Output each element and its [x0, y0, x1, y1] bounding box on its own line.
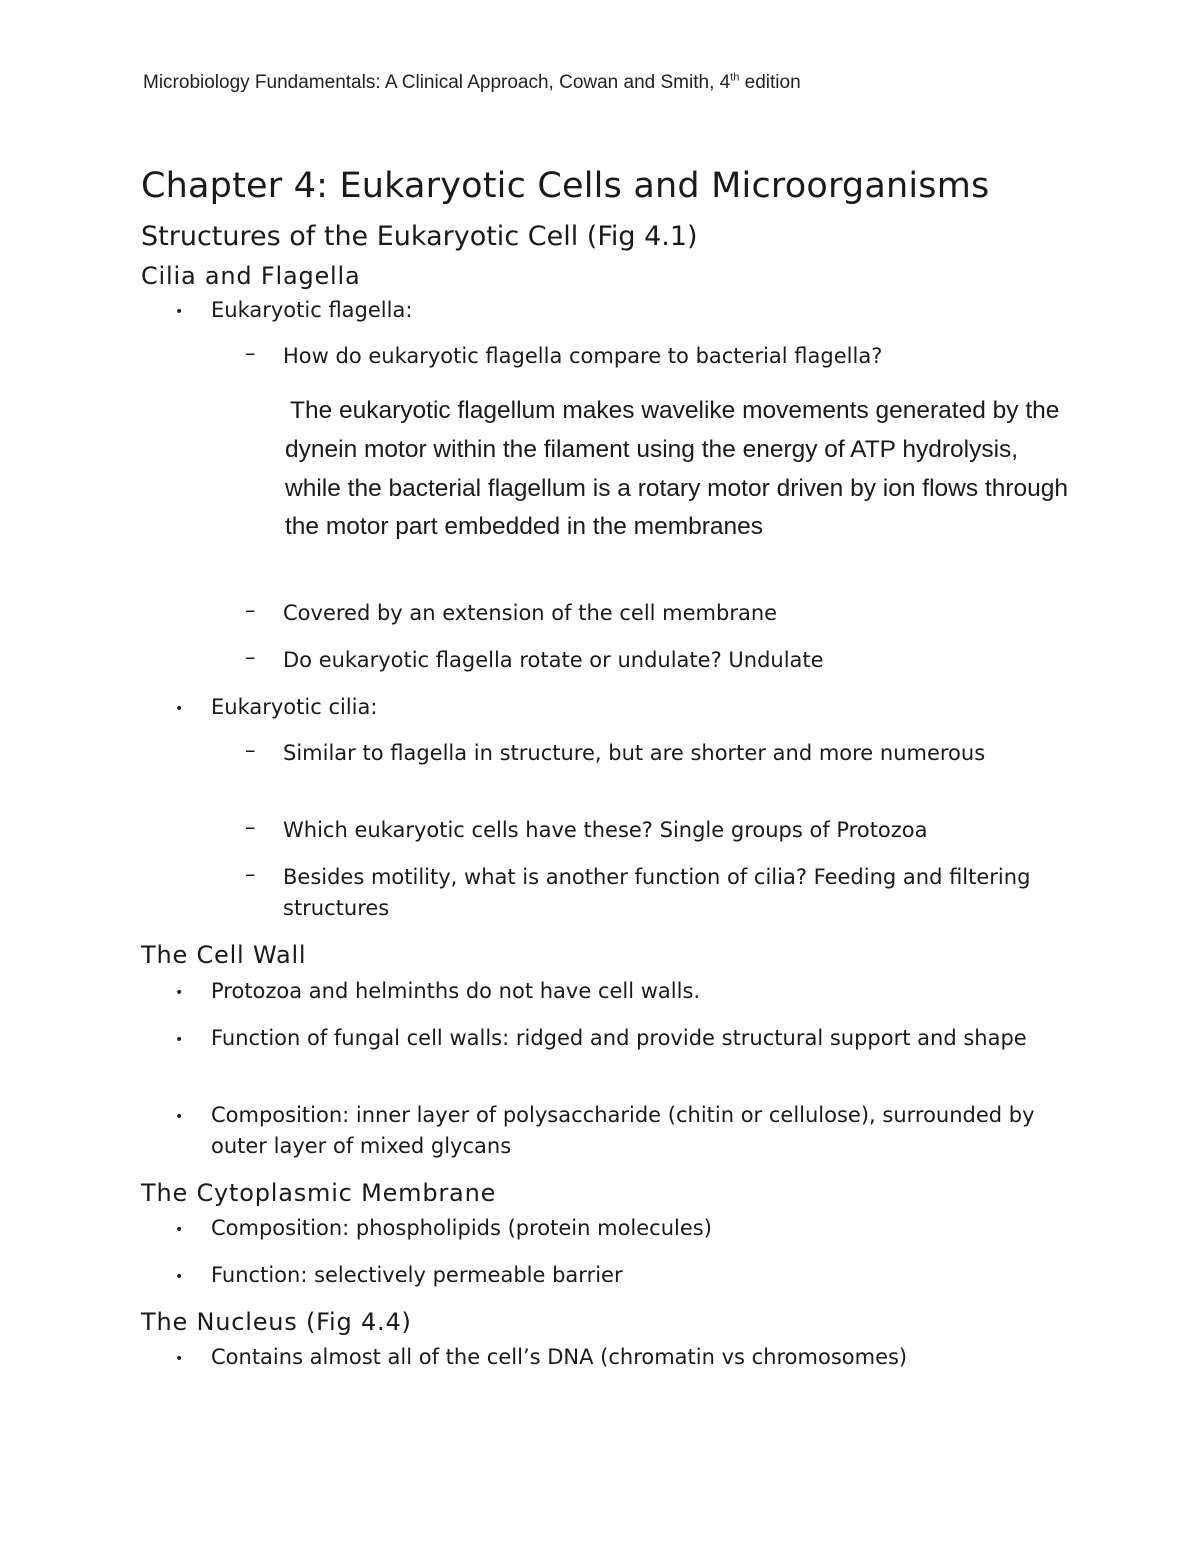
running-header [143, 72, 801, 94]
dash-glyph: – [245, 341, 256, 365]
header-text: Microbiology Fundamentals: A Clinical Approach, Cowan and Smith, 4 [143, 72, 731, 93]
section-title: Structures of the Eukaryotic Cell (Fig 4.1) [141, 221, 698, 252]
bullet-glyph: • [175, 304, 184, 320]
flagella-covered: Covered by an extension of the cell membrane [283, 601, 778, 625]
bullet-glyph: • [175, 1269, 184, 1285]
header-suffix: edition [739, 72, 801, 93]
membrane-item: Composition: phospholipids (protein molecules) [211, 1216, 712, 1240]
nucleus-item: Contains almost all of the cell’s DNA (chromatin vs chromosomes) [211, 1345, 908, 1369]
heading-nucleus: The Nucleus (Fig 4.4) [141, 1308, 412, 1336]
cell-wall-item: Protozoa and helminths do not have cell walls. [211, 979, 701, 1003]
dash-glyph: – [245, 598, 256, 622]
cell-wall-item: Function of fungal cell walls: ridged and provide structural support and shape [211, 1026, 1027, 1050]
bullet-glyph: • [175, 1109, 184, 1125]
cilia-which-cells: Which eukaryotic cells have these? Single groups of Protozoa [283, 818, 928, 842]
bullet-glyph: • [175, 1222, 184, 1238]
bullet-glyph: • [175, 1032, 184, 1048]
heading-cytoplasmic-membrane: The Cytoplasmic Membrane [141, 1179, 497, 1207]
dash-glyph: – [245, 645, 256, 669]
cilia-function: Besides motility, what is another function of cilia? Feeding and filtering structures [283, 865, 1031, 920]
chapter-title: Chapter 4: Eukaryotic Cells and Microorganisms [141, 166, 990, 206]
flagella-rotate-undulate: Do eukaryotic flagella rotate or undulate? Undulate [283, 648, 824, 672]
header-superscript: th [730, 71, 740, 84]
heading-cilia-flagella: Cilia and Flagella [141, 262, 361, 290]
flagella-answer: The eukaryotic flagellum makes wavelike movements generated by the dynein motor within the filament using the energy of ATP hydrolysis, while the bacterial flagellum is a rotary motor driven by ion flows through the motor part embedded in the membranes [285, 397, 1069, 541]
membrane-item: Function: selectively permeable barrier [211, 1263, 623, 1287]
cilia-label: Eukaryotic cilia: [211, 695, 378, 719]
dash-glyph: – [245, 738, 256, 762]
dash-glyph: – [245, 815, 256, 839]
cilia-similar: Similar to flagella in structure, but are shorter and more numerous [283, 741, 986, 765]
cell-wall-item: Composition: inner layer of polysaccharide (chitin or cellulose), surrounded by outer layer of mixed glycans [211, 1103, 1035, 1158]
bullet-glyph: • [175, 985, 184, 1001]
bullet-glyph: • [175, 701, 184, 717]
flagella-label: Eukaryotic flagella: [211, 298, 413, 322]
dash-glyph: – [245, 862, 256, 886]
flagella-question-compare: How do eukaryotic flagella compare to bacterial flagella? [283, 344, 883, 368]
heading-cell-wall: The Cell Wall [141, 941, 307, 969]
bullet-glyph: • [175, 1351, 184, 1367]
